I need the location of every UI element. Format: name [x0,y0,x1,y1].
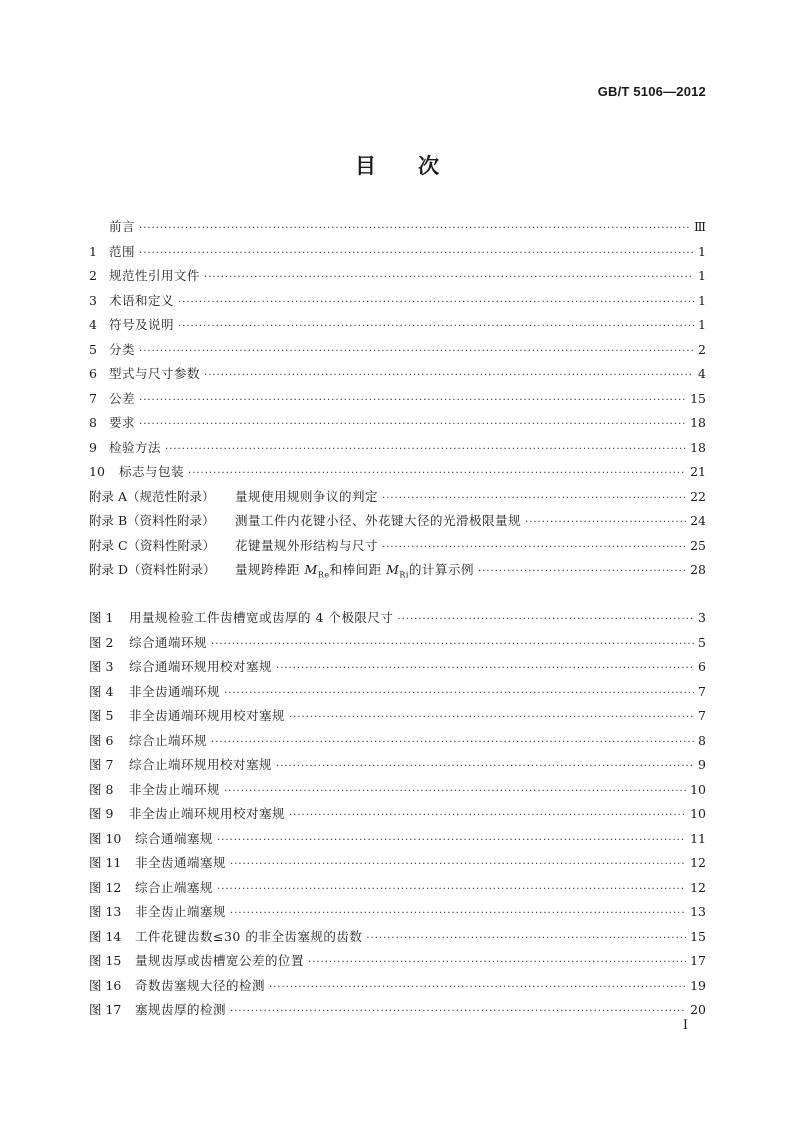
toc-leader-dots [211,633,694,658]
figure-page: 12 [690,879,706,895]
toc-leader-dots [217,878,686,903]
figure-entry[interactable] [89,753,706,778]
figure-number: 图 7 [89,757,114,772]
toc-leader-dots [217,829,686,854]
toc-leader-dots [139,389,686,414]
toc-entry-page: 21 [690,464,706,479]
toc-entry-number: 8 [89,415,97,430]
figure-page: 12 [690,855,706,870]
figure-entry[interactable] [89,925,706,950]
toc-leader-dots [165,438,686,463]
figure-title: 综合通端环规用校对塞规 [129,659,273,674]
toc-leader-dots [230,902,686,927]
toc-entry[interactable] [89,215,706,240]
page-title: 目次 [355,153,481,178]
toc-entry-title: 术语和定义 [109,292,175,308]
figure-number: 图 8 [89,781,114,797]
toc-entry-page: 28 [690,562,706,577]
toc-leader-dots [269,976,686,1001]
toc-entry-page: 15 [690,390,706,406]
toc-leader-dots [230,1000,686,1025]
figure-page: 19 [690,977,706,993]
subscript: Re [317,570,330,580]
toc-leader-dots [230,853,686,878]
toc-entry-page: 4 [698,366,706,381]
figure-entry[interactable] [89,704,706,729]
figure-title: 综合止端环规 [129,732,208,748]
figure-number: 图 5 [89,708,114,723]
toc-entry-title: 量规使用规则争议的判定 [235,488,379,504]
figure-number: 图 12 [89,879,122,895]
toc-entry[interactable] [89,411,706,436]
figure-page: 9 [698,757,706,772]
toc-leader-dots [139,242,694,267]
figure-title: 非全齿通端塞规 [135,855,227,870]
figure-number: 图 17 [89,1002,122,1017]
figure-page: 17 [690,953,706,968]
toc-entry-title: 标志与包装 [119,464,185,479]
toc-leader-dots [139,217,690,242]
toc-leader-dots [366,927,686,952]
figure-entry[interactable] [89,631,706,656]
toc-entry-page: 18 [690,415,706,430]
toc-leader-dots [382,536,686,561]
toc-entry[interactable] [89,387,706,412]
toc-entry-title: 规范性引用文件 [109,268,201,283]
figure-page: 8 [698,732,706,748]
toc-leader-dots [224,682,694,707]
toc-entry-page: 1 [698,292,706,308]
title-part: 和棒间距 [329,562,382,577]
figure-number: 图 2 [89,634,114,650]
toc-leader-dots [188,462,686,487]
toc-entry-number: 9 [89,439,97,455]
toc-leader-dots [204,364,694,389]
toc-entry[interactable] [89,264,706,289]
figure-title: 非全齿止端环规 [129,781,221,797]
figure-title: 非全齿止端塞规 [135,904,227,919]
toc-entry-title: 型式与尺寸参数 [109,366,201,381]
figure-page: 15 [690,928,706,944]
figure-title: 用量规检验工件齿槽宽或齿厚的 4 个极限尺寸 [129,610,394,625]
toc-appendix-entry[interactable] [89,485,706,510]
toc-entry-page: 1 [698,268,706,283]
toc-entry-number: 3 [89,292,97,308]
symbol-m: M [386,562,400,577]
toc-entry-title: 符号及说明 [109,317,175,332]
toc-leader-dots [397,608,694,633]
toc-entry-number: 7 [89,390,97,406]
figure-number: 图 3 [89,659,114,674]
figure-title: 奇数齿塞规大径的检测 [135,977,266,993]
figure-page: 3 [698,610,706,625]
toc-leader-dots [289,706,694,731]
toc-entry-title: 范围 [109,243,136,259]
figure-entry[interactable] [89,827,706,852]
toc-appendix-label: 附录 A（规范性附录） [89,488,215,504]
toc-entry-title: 公差 [109,390,136,406]
toc-entry-title: 分类 [109,341,136,357]
figure-page: 10 [690,781,706,797]
figure-entry[interactable] [89,876,706,901]
figure-page: 20 [690,1002,706,1017]
subscript: Ri [399,570,409,580]
toc-entry[interactable] [89,338,706,363]
toc-entry[interactable] [89,289,706,314]
toc-entry-title: 花键量规外形结构与尺寸 [235,537,379,553]
figure-entry[interactable] [89,949,706,974]
toc-entry[interactable] [89,460,706,485]
toc-entry[interactable] [89,313,706,338]
toc-entry-title [235,558,478,588]
figure-entry[interactable] [89,655,706,680]
figure-entry[interactable] [89,998,706,1023]
figure-title: 工件花键齿数≤30 的非全齿塞规的齿数 [135,928,363,944]
figure-page: 11 [690,830,706,846]
title-part: 的计算示例 [408,562,474,577]
figure-number: 图 15 [89,953,122,968]
figure-entry[interactable] [89,900,706,925]
toc-entry-page: Ⅲ [693,219,706,234]
toc-entry-title: 前言 [109,219,136,234]
figure-number: 图 6 [89,732,114,748]
toc-entry-number: 6 [89,366,97,381]
toc-leader-dots [276,755,694,780]
toc-leader-dots [224,780,686,805]
toc-appendix-label: 附录 B（资料性附录） [89,513,215,528]
figure-title: 非全齿通端环规用校对塞规 [129,708,286,723]
toc-leader-dots [211,731,694,756]
symbol-m: M [304,562,318,577]
title-part: 量规跨棒距 [235,562,301,577]
figure-page: 13 [690,904,706,919]
figure-entry[interactable] [89,851,706,876]
figure-entry[interactable] [89,729,706,754]
figure-page: 5 [698,634,706,650]
figure-page: 7 [698,683,706,699]
figure-title: 综合止端塞规 [135,879,214,895]
toc-leader-dots [525,511,686,536]
list-of-figures [89,606,706,1023]
figure-entry[interactable] [89,974,706,999]
figure-number: 图 9 [89,806,114,821]
toc-entry-page: 1 [698,317,706,332]
toc-entry-number: 5 [89,341,97,357]
toc-entry-page: 24 [690,513,706,528]
toc-entry-page: 1 [698,243,706,259]
figure-page: 10 [690,806,706,821]
figure-number: 图 1 [89,610,114,625]
toc-entry-title: 测量工件内花键小径、外花键大径的光滑极限量规 [235,513,522,528]
figure-entry[interactable] [89,778,706,803]
toc-leader-dots [289,804,686,829]
figure-entry[interactable] [89,606,706,631]
toc-entry-page: 25 [690,537,706,553]
toc-entry-title: 要求 [109,415,136,430]
toc-leader-dots [178,315,694,340]
figure-number: 图 11 [89,855,122,870]
figure-entry[interactable] [89,680,706,705]
standard-number: GB/T 5106—2012 [597,84,706,99]
figure-page: 6 [698,659,706,674]
toc-appendix-label: 附录 C（资料性附录） [89,537,216,553]
figure-number: 图 13 [89,904,122,919]
toc-appendix-label: 附录 D（资料性附录） [89,562,216,577]
figure-title: 塞规齿厚的检测 [135,1002,227,1017]
toc-leader-dots [178,291,694,316]
figure-title: 非全齿止端环规用校对塞规 [129,806,286,821]
figure-entry[interactable] [89,802,706,827]
figure-title: 非全齿通端环规 [129,683,221,699]
toc-entry-number: 1 [89,243,97,259]
toc-appendix-entry[interactable] [89,509,706,534]
figure-title: 量规齿厚或齿槽宽公差的位置 [135,953,305,968]
toc-leader-dots [139,413,686,438]
toc-entry-page: 22 [690,488,706,504]
toc-leader-dots [478,560,686,585]
toc-entry[interactable] [89,240,706,265]
toc-entry-number: 10 [89,464,105,479]
toc-appendix-entry[interactable] [89,534,706,559]
toc-entry-page: 18 [690,439,706,455]
figure-title: 综合止端环规用校对塞规 [129,757,273,772]
figure-title: 综合通端塞规 [135,830,214,846]
toc-appendix-entry[interactable] [89,558,706,583]
figure-number: 图 14 [89,928,122,944]
figure-number: 图 10 [89,830,122,846]
toc-entry[interactable] [89,436,706,461]
toc-leader-dots [308,951,686,976]
figure-number: 图 16 [89,977,122,993]
figure-title: 综合通端环规 [129,634,208,650]
toc-leader-dots [204,266,694,291]
figure-page: 7 [698,708,706,723]
toc-entry-page: 2 [698,341,706,357]
toc-leader-dots [139,340,694,365]
table-of-contents [89,215,706,583]
toc-leader-dots [382,487,686,512]
toc-leader-dots [276,657,694,682]
page-number: I [682,1018,688,1033]
figure-number: 图 4 [89,683,114,699]
toc-entry[interactable] [89,362,706,387]
toc-entry-title: 检验方法 [109,439,162,455]
toc-entry-number: 4 [89,317,97,332]
toc-entry-number: 2 [89,268,97,283]
